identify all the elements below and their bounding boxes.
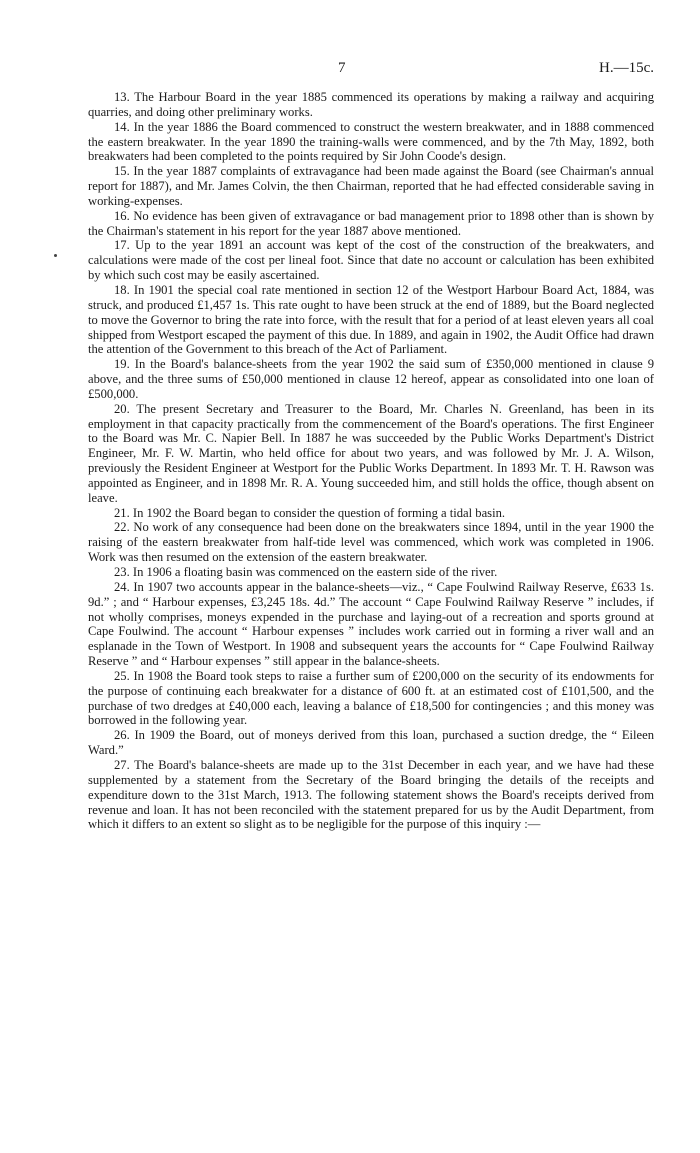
paragraph-14: 14. In the year 1886 the Board commenced to construct the western breakwater, and in 1888 commenced the eastern breakwater. In the year 1890 the training-walls were commenced, and by the 7th May, 1892, both breakwaters had been completed to the points required by Sir John Coode's design. [88,119,654,164]
paragraph-19: 19. In the Board's balance-sheets from the year 1902 the said sum of £350,000 mentioned in clause 9 above, and the three sums of £50,000 mentioned in clause 12 hereof, appear as consolidated into one loan of £500,000. [88,357,654,401]
paragraph-22: 22. No work of any consequence had been done on the breakwaters since 1894, until in the year 1900 the raising of the eastern breakwater from half-tide level was commenced, which work was completed in 1906. Work was then resumed on the extension of the eastern breakwater. [88,520,654,565]
paragraph-15: 15. In the year 1887 complaints of extravagance had been made against the Board (see Chairman's annual report for 1887), and Mr. James Colvin, the then Chairman, reported that he had effected considerable saving in working-expenses. [88,164,654,208]
paragraph-17: 17. Up to the year 1891 an account was kept of the cost of the construction of the breakwaters, and calculations were made of the cost per lineal foot. Since that date no account or calculation has been exhibited by which such cost may be easily ascertained. [88,238,654,283]
paragraph-24: 24. In 1907 two accounts appear in the balance-sheets—viz., “ Cape Foulwind Railway Reserve, £633 1s. 9d.” ; and “ Harbour expenses, £3,245 18s. 4d.” The account “ Cape Foulwind Railway Reserve ” includes, if not wholly comprises, moneys expended in the purchase and laying-out of a recreation and sports ground at Cape Foulwind. The account “ Harbour expenses ” includes work carried out in forming a river wall and an esplanade in the Town of Westport. In 1908 and subsequent years the accounts for “ Cape Foulwind Railway Reserve ” and “ Harbour expenses ” still appear in the balance-sheets. [88,579,654,669]
paragraph-23: 23. In 1906 a floating basin was commenced on the eastern side of the river. [114,565,498,579]
paragraph-26: 26. In 1909 the Board, out of moneys derived from this loan, purchased a suction dredge, the “ Eileen Ward.” [88,728,654,758]
paragraph-13: 13. The Harbour Board in the year 1885 commenced its operations by making a railway and acquiring quarries, and doing other preliminary works. [88,90,654,119]
paragraph-20: 20. The present Secretary and Treasurer to the Board, Mr. Charles N. Greenland, has been in its employment in that capacity practically from the commencement of the Board's operations. The first Engineer to the Board was Mr. C. Napier Bell. In 1887 he was succeeded by the Public Works Department's District Engineer, Mr. F. W. Martin, who held office for about two years, and was followed by Mr. J. A. Wilson, previously the Resident Engineer at Westport for the Public Works Department. In 1893 Mr. T. H. Rawson was appointed as Engineer, and in 1898 Mr. R. A. Young succeeded him, and still holds the office, though absent on leave. [88,401,654,505]
paragraph-18: 18. In 1901 the special coal rate mentioned in section 12 of the Westport Harbour Board Act, 1884, was struck, and produced £1,457 1s. This rate ought to have been struck at the end of 1889, but the Board neglected to move the Governor to bring the rate into force, with the result that for a period of at least eleven years all coal shipped from Westport escaped the payment of this due. In 1889, and again in 1902, the Audit Office had drawn the attention of the Government to this breach of the Act of Parliament. [88,282,654,357]
series-reference: H.—15c. [599,60,654,76]
margin-mark [54,254,57,257]
paragraph-21: 21. In 1902 the Board began to consider the question of forming a tidal basin. [114,505,506,520]
page-header [88,60,654,82]
paragraph-27: 27. The Board's balance-sheets are made up to the 31st December in each year, and we have had these supplemented by a statement from the Secretary of the Board bringing the details of the receipts and expenditure down to the 31st March, 1913. The following statement shows the Board's receipts derived from revenue and loan. It has not been reconciled with the statement prepared for us by the Audit Department, from which it differs to an extent so slight as to be negligible for the purpose of this inquiry :— [88,757,654,832]
paragraph-16: 16. No evidence has been given of extravagance or bad management prior to 1898 other than is shown by the Chairman's statement in his report for the year 1887 above mentioned. [88,208,654,238]
document-page [88,60,654,832]
page-number: 7 [338,60,346,76]
paragraph-25: 25. In 1908 the Board took steps to raise a further sum of £200,000 on the security of its endowments for the purpose of continuing each breakwater for a distance of 600 ft. at an estimated cost of £101,500, and the purchase of two dredges at £40,000 each, leaving a balance of £18,500 for contingencies ; and this money was borrowed in the following year. [88,668,654,728]
body-text [88,90,654,832]
